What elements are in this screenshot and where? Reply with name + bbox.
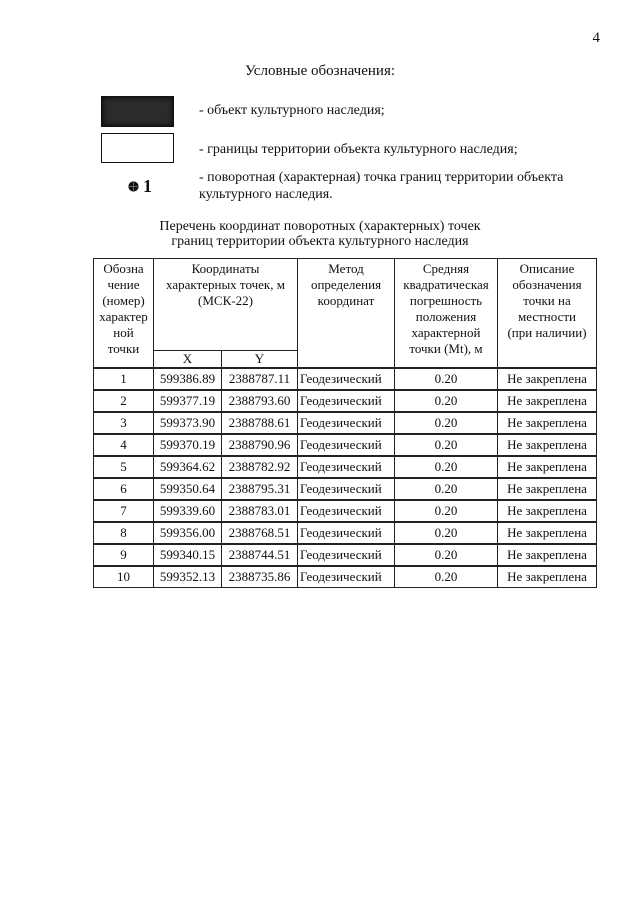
cell-mean-error: 0.20 [395,456,498,478]
cell-description: Не закреплена [498,412,597,434]
legend-title: Условные обозначения: [244,63,396,79]
table-row [94,544,597,566]
cell-method: Геодезический [298,478,395,500]
header-description: Описание обозначения точки на местности (при наличии) [498,259,597,369]
cell-description: Не закреплена [498,500,597,522]
cell-description: Не закреплена [498,456,597,478]
coordinates-table [93,258,597,588]
cell-y: 2388768.51 [222,522,298,544]
cell-point-number: 9 [94,544,154,566]
cell-mean-error: 0.20 [395,522,498,544]
cell-description: Не закреплена [498,566,597,588]
table-row [94,522,597,544]
table-row [94,434,597,456]
cell-x: 599350.64 [154,478,222,500]
cell-point-number: 10 [94,566,154,588]
cell-description: Не закреплена [498,368,597,390]
table-row [94,412,597,434]
cell-mean-error: 0.20 [395,368,498,390]
coordinates-list-title [0,219,640,249]
territory-boundary-symbol [101,133,174,163]
cell-y: 2388782.92 [222,456,298,478]
table-row [94,478,597,500]
cell-method: Геодезический [298,390,395,412]
cell-x: 599373.90 [154,412,222,434]
turning-point-symbol [128,177,152,195]
cell-method: Геодезический [298,412,395,434]
cell-method: Геодезический [298,434,395,456]
cell-mean-error: 0.20 [395,390,498,412]
cell-y: 2388744.51 [222,544,298,566]
cell-mean-error: 0.20 [395,500,498,522]
table-row [94,500,597,522]
cell-x: 599364.62 [154,456,222,478]
heritage-object-symbol [101,96,174,127]
header-x: X [154,350,222,368]
table-row [94,456,597,478]
cell-x: 599352.13 [154,566,222,588]
header-mean-error: Средняя квадратическая погрешность положения характерной точки (Mt), м [395,259,498,369]
cell-method: Геодезический [298,566,395,588]
cell-mean-error: 0.20 [395,434,498,456]
cell-point-number: 5 [94,456,154,478]
cell-description: Не закреплена [498,522,597,544]
cell-mean-error: 0.20 [395,566,498,588]
cell-y: 2388788.61 [222,412,298,434]
cell-description: Не закреплена [498,390,597,412]
cell-description: Не закреплена [498,434,597,456]
table-row [94,368,597,390]
cell-point-number: 6 [94,478,154,500]
cell-x: 599386.89 [154,368,222,390]
header-y: Y [222,350,298,368]
cell-mean-error: 0.20 [395,478,498,500]
header-coordinates: Координаты характерных точек, м (МСК-22) [154,259,298,351]
cell-description: Не закреплена [498,478,597,500]
header-designation: Обозна чение (номер) характер ной точки [94,259,154,369]
cell-point-number: 2 [94,390,154,412]
list-title-line-1: Перечень координат поворотных (характерных) точек [159,219,481,234]
cell-x: 599340.15 [154,544,222,566]
header-method: Метод определения координат [298,259,395,369]
cell-x: 599356.00 [154,522,222,544]
cell-mean-error: 0.20 [395,544,498,566]
cell-x: 599377.19 [154,390,222,412]
cell-description: Не закреплена [498,544,597,566]
cell-method: Геодезический [298,544,395,566]
cell-method: Геодезический [298,500,395,522]
legend-item-territory-boundary: - границы территории объекта культурного наследия; [199,142,518,157]
cell-method: Геодезический [298,456,395,478]
cell-y: 2388790.96 [222,434,298,456]
cell-method: Геодезический [298,368,395,390]
turning-point-label: 1 [143,176,152,196]
cell-mean-error: 0.20 [395,412,498,434]
cell-point-number: 7 [94,500,154,522]
cell-y: 2388787.11 [222,368,298,390]
cell-point-number: 8 [94,522,154,544]
list-title-line-2: границ территории объекта культурного наследия [171,234,469,249]
legend-item-turning-point: - поворотная (характерная) точка границ территории объекта культурного наследия. [199,170,564,202]
page-number: 4 [592,30,600,46]
legend-item-heritage-object: - объект культурного наследия; [199,103,385,118]
cell-point-number: 4 [94,434,154,456]
cell-y: 2388793.60 [222,390,298,412]
turning-point-dot-icon [128,181,139,192]
cell-method: Геодезический [298,522,395,544]
cell-x: 599370.19 [154,434,222,456]
cell-point-number: 3 [94,412,154,434]
cell-x: 599339.60 [154,500,222,522]
cell-y: 2388795.31 [222,478,298,500]
table-row [94,390,597,412]
cell-y: 2388735.86 [222,566,298,588]
cell-point-number: 1 [94,368,154,390]
table-row [94,566,597,588]
cell-y: 2388783.01 [222,500,298,522]
